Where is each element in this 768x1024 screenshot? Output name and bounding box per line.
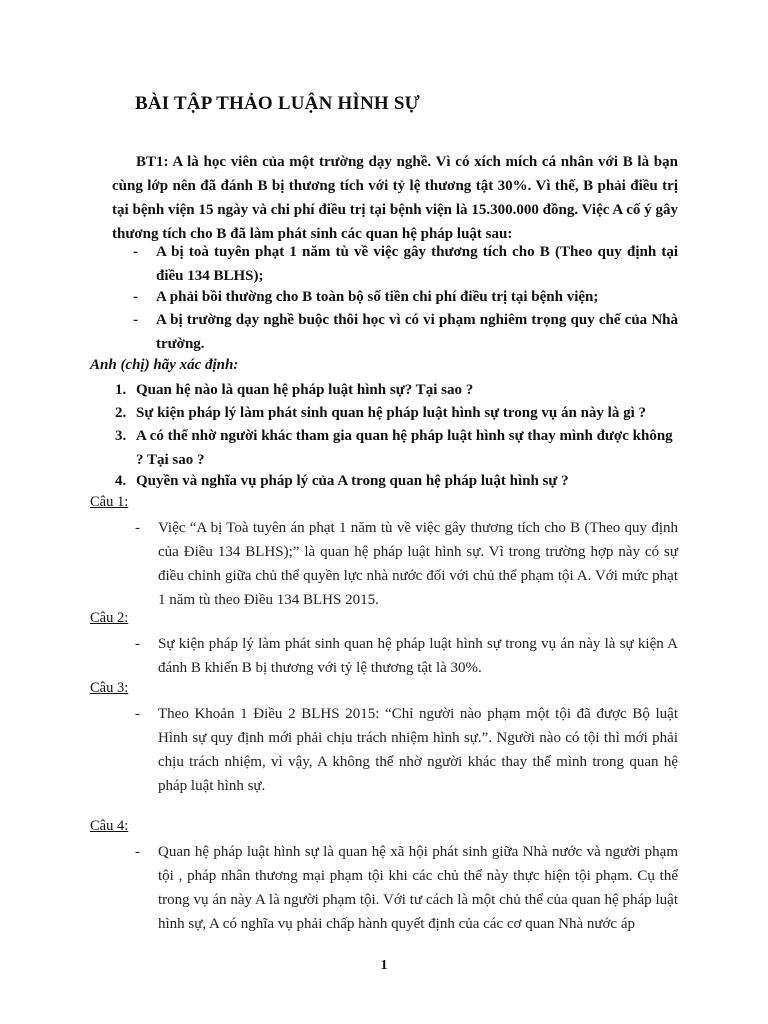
consequence-text: A bị toà tuyên phạt 1 năm tù về việc gây thương tích cho B (Theo quy định tại điều 134 BLHS);: [156, 244, 678, 284]
question-text: Sự kiện pháp lý làm phát sinh quan hệ pháp luật hình sự trong vụ án này là gì ?: [136, 405, 647, 421]
consequence-item: [112, 285, 678, 309]
answer-item: [112, 516, 678, 612]
dash-bullet: -: [135, 706, 140, 722]
answer-label: Câu 4:: [90, 818, 129, 834]
consequence-item: [112, 240, 678, 288]
answer-text: Việc “A bị Toà tuyên án phạt 1 năm tù về việc gây thương tích cho B (Theo quy định của Điều 134 BLHS);” là quan hệ pháp luật hình sự. Vì trong trường hợp này có sự điều chỉnh giữa chủ thể quyền lực nhà nước đối với chủ thể phạm tội A. Với mức phạt 1 năm tù theo Điều 134 BLHS 2015.: [158, 520, 678, 608]
dash-bullet: -: [135, 844, 140, 860]
document-title: BÀI TẬP THẢO LUẬN HÌNH SỰ: [135, 93, 420, 114]
question-number: 2.: [115, 405, 127, 421]
dash-bullet: -: [133, 244, 138, 260]
consequence-text: A phải bồi thường cho B toàn bộ số tiền chi phí điều trị tại bệnh viện;: [156, 289, 599, 305]
dash-bullet: -: [133, 289, 138, 305]
question-text: Quyền và nghĩa vụ pháp lý của A trong quan hệ pháp luật hình sự ?: [136, 473, 569, 489]
page-number: 1: [380, 958, 388, 973]
consequence-item: [112, 308, 678, 356]
answer-item: [112, 840, 678, 936]
answer-text: Sự kiện pháp lý làm phát sinh quan hệ pháp luật hình sự trong vụ án này là sự kiện A đánh B khiến B bị thương với tỷ lệ thương tật là 30%.: [158, 636, 678, 676]
consequence-text: A bị trường dạy nghề buộc thôi học vì có vi phạm nghiêm trọng quy chế của Nhà trường.: [156, 312, 678, 352]
answer-text: Theo Khoản 1 Điều 2 BLHS 2015: “Chỉ người nào phạm một tội đã được Bộ luật Hình sự quy định mới phải chịu trách nhiệm hình sự.”. Người nào có tội thì mới phải chịu trách nhiệm, vì vậy, A không thể nhờ người khác thay thế mình trong quan hệ pháp luật hình sự.: [158, 706, 678, 794]
answer-label: Câu 1:: [90, 494, 129, 510]
question-item: [112, 401, 678, 425]
dash-bullet: -: [133, 312, 138, 328]
dash-bullet: -: [135, 520, 140, 536]
answer-label: Câu 2:: [90, 610, 129, 626]
dash-bullet: -: [135, 636, 140, 652]
answer-label: Câu 3:: [90, 680, 129, 696]
exercise-bt1-paragraph: BT1: A là học viên của một trường dạy nghề. Vì có xích mích cá nhân với B là bạn cùng lớp nên đã đánh B bị thương tích với tỷ lệ thương tật 30%. Vì thế, B phải điều trị tại bệnh viện 15 ngày và chi phí điều trị tại bệnh viện là 15.300.000 đồng. Việc A cố ý gây thương tích cho B đã làm phát sinh các quan hệ pháp luật sau:: [112, 154, 678, 242]
ask-label: Anh (chị) hãy xác định:: [90, 357, 239, 373]
answer-item: [112, 632, 678, 680]
question-item: [112, 424, 678, 472]
question-item: [112, 378, 678, 402]
question-number: 4.: [115, 473, 127, 489]
question-text: Quan hệ nào là quan hệ pháp luật hình sự? Tại sao ?: [136, 382, 474, 398]
question-number: 3.: [115, 428, 127, 444]
answer-text: Quan hệ pháp luật hình sự là quan hệ xã hội phát sinh giữa Nhà nước và người phạm tội , pháp nhân thương mại phạm tội khi các chủ thể này thực hiện tội phạm. Cụ thể trong vụ án này A là người phạm tội. Với tư cách là một chủ thể của quan hệ pháp luật hình sự, A có nghĩa vụ phải chấp hành quyết định của các cơ quan Nhà nước áp: [158, 844, 678, 932]
question-number: 1.: [115, 382, 127, 398]
answer-item: [112, 702, 678, 798]
question-item: [112, 469, 678, 493]
question-text: A có thể nhờ người khác tham gia quan hệ pháp luật hình sự thay mình được không ? Tại sao ?: [136, 428, 673, 468]
